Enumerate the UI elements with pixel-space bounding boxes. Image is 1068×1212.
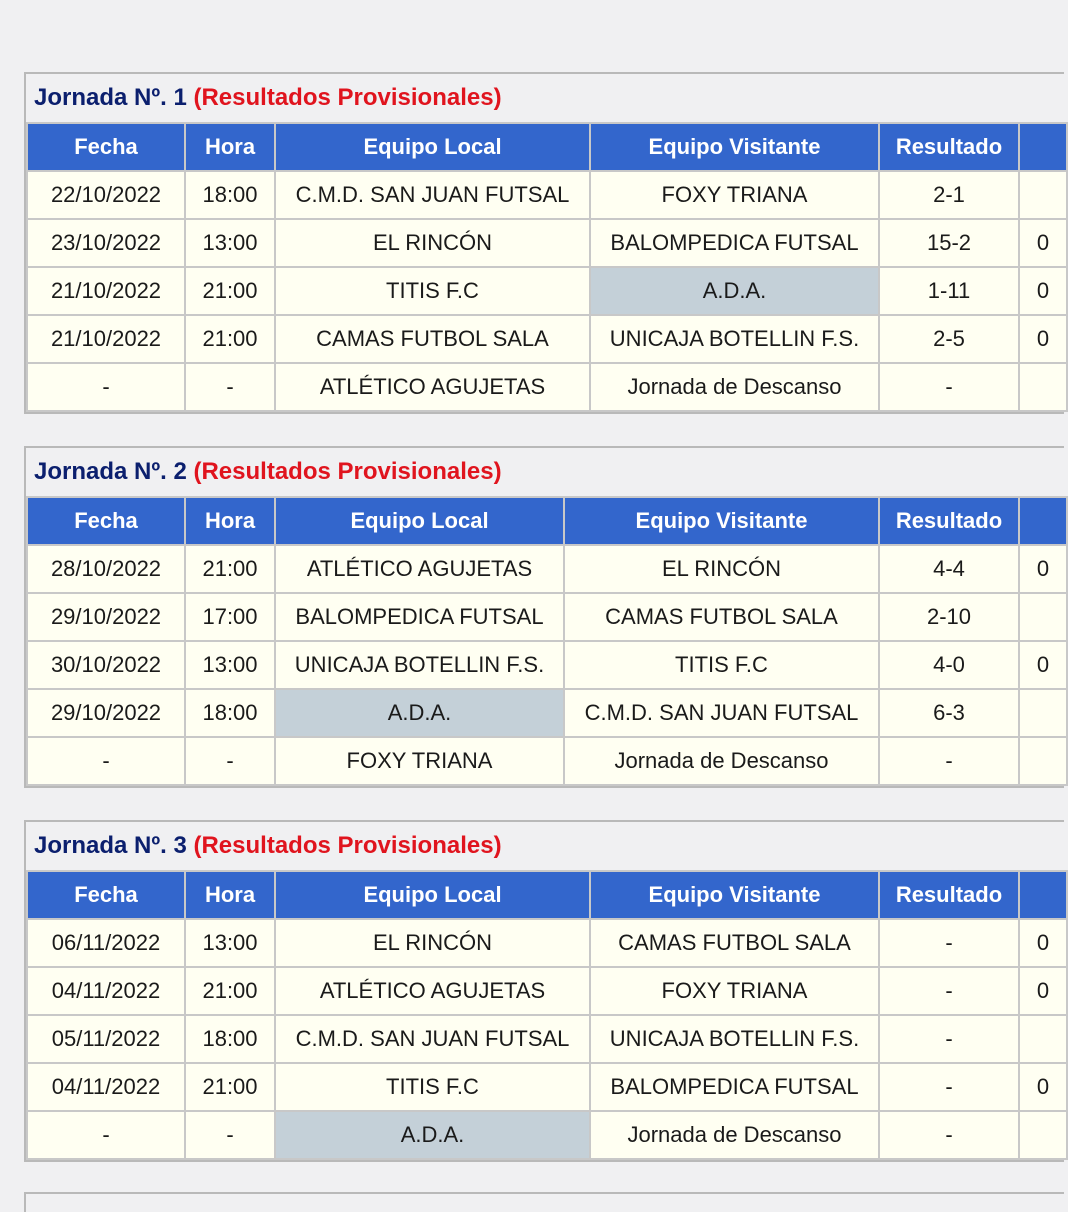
header-resultado: Resultado [879,123,1019,171]
results-status: (Resultados Provisionales) [193,832,502,859]
cell-equipo-visitante[interactable]: UNICAJA BOTELLIN F.S. [590,315,879,363]
cell-hora: 13:00 [185,219,275,267]
cell-equipo-local[interactable]: CAMAS FUTBOL SALA [275,315,590,363]
cell-extra: 0 [1019,267,1067,315]
table-row [27,1111,1067,1159]
cell-fecha: 21/10/2022 [27,315,185,363]
cell-resultado: 2-5 [879,315,1019,363]
table-row [27,219,1067,267]
jornada-1-section [24,72,1064,414]
cell-resultado: - [879,1111,1019,1159]
cell-extra [1019,689,1067,737]
cell-resultado: 2-1 [879,171,1019,219]
cell-extra [1019,171,1067,219]
cell-equipo-visitante: Jornada de Descanso [564,737,879,785]
cell-hora: 17:00 [185,593,275,641]
header-hora: Hora [185,871,275,919]
header-resultado: Resultado [879,497,1019,545]
cell-hora: - [185,1111,275,1159]
cell-equipo-local[interactable]: UNICAJA BOTELLIN F.S. [275,641,564,689]
header-fecha: Fecha [27,123,185,171]
cell-fecha: 06/11/2022 [27,919,185,967]
cell-hora: 21:00 [185,267,275,315]
cell-resultado: - [879,1015,1019,1063]
header-equipo-local: Equipo Local [275,871,590,919]
cell-extra [1019,363,1067,411]
results-status: (Resultados Provisionales) [193,458,502,485]
header-extra [1019,123,1067,171]
cell-resultado: 6-3 [879,689,1019,737]
table-row [27,1015,1067,1063]
table-row [27,267,1067,315]
cell-fecha: 29/10/2022 [27,689,185,737]
jornada-number: Jornada Nº. 3 [34,832,187,859]
cell-fecha: 21/10/2022 [27,267,185,315]
cell-equipo-visitante[interactable]: EL RINCÓN [564,545,879,593]
cell-equipo-visitante: Jornada de Descanso [590,363,879,411]
cell-equipo-visitante[interactable]: BALOMPEDICA FUTSAL [590,1063,879,1111]
cell-hora: 18:00 [185,689,275,737]
table-row [27,737,1067,785]
table-row [27,315,1067,363]
cell-resultado: - [879,737,1019,785]
cell-equipo-local[interactable]: TITIS F.C [275,267,590,315]
cell-resultado: - [879,919,1019,967]
cell-equipo-visitante[interactable]: CAMAS FUTBOL SALA [590,919,879,967]
cell-equipo-local[interactable]: C.M.D. SAN JUAN FUTSAL [275,171,590,219]
table-row [27,593,1067,641]
header-equipo-local: Equipo Local [275,497,564,545]
cell-equipo-local[interactable]: ATLÉTICO AGUJETAS [275,967,590,1015]
header-fecha: Fecha [27,871,185,919]
header-resultado: Resultado [879,871,1019,919]
header-equipo-local: Equipo Local [275,123,590,171]
cell-hora: - [185,363,275,411]
cell-resultado: 4-0 [879,641,1019,689]
header-equipo-visitante: Equipo Visitante [590,123,879,171]
results-status: (Resultados Provisionales) [193,84,502,111]
cell-equipo-visitante[interactable]: BALOMPEDICA FUTSAL [590,219,879,267]
cell-extra: 0 [1019,315,1067,363]
header-extra [1019,871,1067,919]
jornada-3-section [24,820,1064,1162]
jornada-title [26,448,1064,496]
cell-fecha: 30/10/2022 [27,641,185,689]
table-header-row [27,123,1067,171]
header-equipo-visitante: Equipo Visitante [590,871,879,919]
table-row [27,1063,1067,1111]
cell-equipo-local[interactable]: EL RINCÓN [275,219,590,267]
cell-resultado: - [879,363,1019,411]
header-fecha: Fecha [27,497,185,545]
cell-equipo-visitante[interactable]: FOXY TRIANA [590,967,879,1015]
cell-fecha: 04/11/2022 [27,967,185,1015]
cell-fecha: - [27,363,185,411]
table-row [27,919,1067,967]
table-row [27,641,1067,689]
header-hora: Hora [185,497,275,545]
table-row [27,967,1067,1015]
header-equipo-visitante: Equipo Visitante [564,497,879,545]
cell-fecha: 22/10/2022 [27,171,185,219]
cell-extra [1019,737,1067,785]
cell-equipo-local[interactable]: ATLÉTICO AGUJETAS [275,363,590,411]
cell-equipo-visitante[interactable]: TITIS F.C [564,641,879,689]
cell-resultado: - [879,967,1019,1015]
cell-resultado: 15-2 [879,219,1019,267]
cell-equipo-visitante[interactable]: FOXY TRIANA [590,171,879,219]
cell-extra: 0 [1019,1063,1067,1111]
table-row [27,363,1067,411]
fixtures-table [26,870,1068,1160]
cell-hora: 21:00 [185,967,275,1015]
cell-extra: 0 [1019,641,1067,689]
table-row [27,171,1067,219]
cell-hora: 13:00 [185,919,275,967]
cell-fecha: - [27,1111,185,1159]
table-header-row [27,871,1067,919]
cell-equipo-local-highlighted[interactable]: A.D.A. [275,689,564,737]
cell-equipo-visitante[interactable]: UNICAJA BOTELLIN F.S. [590,1015,879,1063]
table-header-row [27,497,1067,545]
jornada-number: Jornada Nº. 1 [34,84,187,111]
cell-extra: 0 [1019,919,1067,967]
cell-equipo-local[interactable]: TITIS F.C [275,1063,590,1111]
cell-extra: 0 [1019,219,1067,267]
cell-equipo-visitante[interactable]: CAMAS FUTBOL SALA [564,593,879,641]
fixtures-table [26,122,1068,412]
cell-equipo-visitante: Jornada de Descanso [590,1111,879,1159]
cell-equipo-local[interactable]: FOXY TRIANA [275,737,564,785]
cell-equipo-local[interactable]: EL RINCÓN [275,919,590,967]
jornada-title [26,74,1064,122]
cell-hora: - [185,737,275,785]
cell-extra [1019,1111,1067,1159]
cell-resultado: 2-10 [879,593,1019,641]
cell-extra [1019,593,1067,641]
cell-extra [1019,1015,1067,1063]
table-row [27,689,1067,737]
header-extra [1019,497,1067,545]
header-hora: Hora [185,123,275,171]
cell-fecha: 29/10/2022 [27,593,185,641]
cell-resultado: 1-11 [879,267,1019,315]
cell-equipo-local[interactable]: ATLÉTICO AGUJETAS [275,545,564,593]
cell-fecha: 23/10/2022 [27,219,185,267]
next-jornada-section-partial [24,1192,1064,1212]
cell-hora: 18:00 [185,1015,275,1063]
cell-equipo-visitante-highlighted[interactable]: A.D.A. [590,267,879,315]
cell-equipo-local-highlighted[interactable]: A.D.A. [275,1111,590,1159]
cell-hora: 18:00 [185,171,275,219]
cell-hora: 21:00 [185,315,275,363]
cell-fecha: 05/11/2022 [27,1015,185,1063]
cell-equipo-local[interactable]: BALOMPEDICA FUTSAL [275,593,564,641]
table-row [27,545,1067,593]
cell-resultado: 4-4 [879,545,1019,593]
jornada-title [26,822,1064,870]
jornada-number: Jornada Nº. 2 [34,458,187,485]
cell-fecha: - [27,737,185,785]
cell-equipo-visitante[interactable]: C.M.D. SAN JUAN FUTSAL [564,689,879,737]
fixtures-table [26,496,1068,786]
cell-hora: 21:00 [185,545,275,593]
cell-extra: 0 [1019,545,1067,593]
cell-fecha: 28/10/2022 [27,545,185,593]
cell-hora: 13:00 [185,641,275,689]
cell-hora: 21:00 [185,1063,275,1111]
cell-extra: 0 [1019,967,1067,1015]
cell-fecha: 04/11/2022 [27,1063,185,1111]
jornada-2-section [24,446,1064,788]
cell-equipo-local[interactable]: C.M.D. SAN JUAN FUTSAL [275,1015,590,1063]
cell-resultado: - [879,1063,1019,1111]
